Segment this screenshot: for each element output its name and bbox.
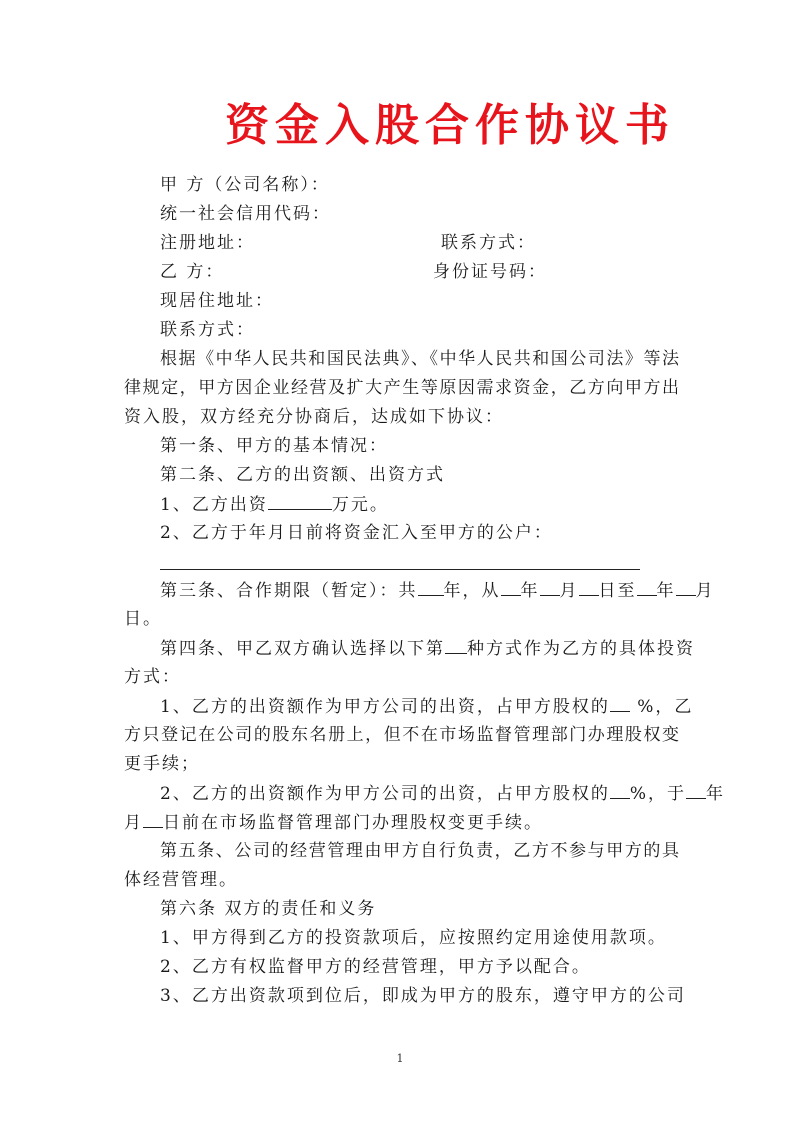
- article-1-heading: 第一条、甲方的基本情况：: [160, 436, 388, 456]
- article-4-option-1-line-1: [160, 695, 693, 718]
- article-4-line-1: [160, 637, 695, 660]
- document-title: 资金入股合作协议书: [225, 100, 675, 151]
- year-blank[interactable]: [686, 782, 706, 799]
- start-year-blank[interactable]: [501, 579, 521, 596]
- article-6-heading: 第六条 双方的责任和义务: [160, 899, 377, 919]
- party-b-contact-label: 联系方式：: [160, 320, 255, 340]
- end-year-blank[interactable]: [637, 579, 657, 596]
- text: %，于: [629, 784, 686, 804]
- article-3-line-2: 日。: [124, 609, 162, 629]
- amount-blank[interactable]: [268, 493, 332, 510]
- article-6-item-1: 1、甲方得到乙方的投资款项后，应按照约定用途使用款项。: [160, 928, 667, 948]
- text: 月: [124, 813, 143, 833]
- text: 年，从: [443, 581, 501, 601]
- party-a-name-label: 甲 方（公司名称）：: [160, 175, 330, 195]
- text: 方只登记在公司的股东名册上，但不在市场监督管理部门办理股权变: [124, 725, 680, 745]
- preamble-text: 根据《中华人民共和国民法典》、《中华人民共和国公司法》等法: [160, 349, 680, 369]
- article-3-line-1: [160, 579, 715, 602]
- text: 月: [559, 581, 579, 601]
- end-month-blank[interactable]: [676, 579, 696, 596]
- item-text: 1、乙方出资: [160, 495, 268, 515]
- party-b-residence-label: 现居住地址：: [160, 291, 274, 311]
- party-b-id-label: 身份证号码：: [433, 262, 547, 282]
- text: 年: [656, 581, 676, 601]
- article-6-item-2: 2、乙方有权监督甲方的经营管理，甲方予以配合。: [160, 957, 591, 977]
- text: 第四条、甲乙双方确认选择以下第: [160, 639, 445, 659]
- article-5-line-2: 体经营管理。: [124, 870, 238, 890]
- method-blank[interactable]: [445, 637, 467, 654]
- preamble-text: 律规定，甲方因企业经营及扩大产生等原因需求资金，乙方向甲方出: [124, 378, 680, 398]
- page-number: 1: [396, 1052, 404, 1065]
- start-month-blank[interactable]: [540, 579, 560, 596]
- text: 年: [705, 784, 725, 804]
- party-a-credit-code-label: 统一社会信用代码：: [160, 204, 331, 224]
- article-6-item-3: 3、乙方出资款项到位后，即成为甲方的股东，遵守甲方的公司: [160, 986, 686, 1006]
- start-day-blank[interactable]: [579, 579, 599, 596]
- text: 月: [695, 581, 715, 601]
- text: 年: [520, 581, 540, 601]
- preamble-line-2: [124, 377, 680, 399]
- article-4-option-1-line-2: [124, 724, 680, 746]
- preamble-line-3: 资入股，双方经充分协商后，达成如下协议：: [124, 407, 504, 427]
- article-2-item-1: [160, 493, 389, 516]
- account-blank-line[interactable]: [160, 569, 640, 570]
- article-4-option-1-line-3: 更手续；: [124, 754, 200, 774]
- day-blank[interactable]: [143, 811, 163, 828]
- text: 1、乙方的出资额作为甲方公司的出资，占甲方股权的: [160, 697, 610, 717]
- article-5-line-1: [160, 840, 680, 862]
- equity-percent-blank[interactable]: [610, 782, 630, 799]
- article-4-option-2-line-2: [124, 811, 543, 834]
- article-4-option-2-line-1: [160, 782, 725, 805]
- party-a-address-label: 注册地址：: [160, 233, 255, 253]
- text: 日前在市场监督管理部门办理股权变更手续。: [163, 813, 543, 833]
- article-2-heading: 第二条、乙方的出资额、出资方式: [160, 465, 445, 485]
- text: 日至: [598, 581, 637, 601]
- article-2-item-2: 2、乙方于年月日前将资金汇入至甲方的公户：: [160, 523, 553, 543]
- text: 第五条、公司的经营管理由甲方自行负责，乙方不参与甲方的具: [160, 841, 680, 861]
- article-4-line-2: 方式：: [124, 667, 181, 687]
- years-blank[interactable]: [418, 579, 444, 596]
- text: %，乙: [629, 697, 694, 717]
- equity-percent-blank[interactable]: [610, 695, 630, 712]
- party-b-label: 乙 方：: [160, 262, 225, 282]
- text: 第三条、合作期限（暂定）：共: [160, 581, 418, 601]
- item-text: 万元。: [331, 495, 389, 515]
- preamble-line-1: [160, 348, 680, 370]
- party-a-contact-label: 联系方式：: [441, 233, 536, 253]
- text: 2、乙方的出资额作为甲方公司的出资，占甲方股权的: [160, 784, 610, 804]
- text: 种方式作为乙方的具体投资: [467, 639, 695, 659]
